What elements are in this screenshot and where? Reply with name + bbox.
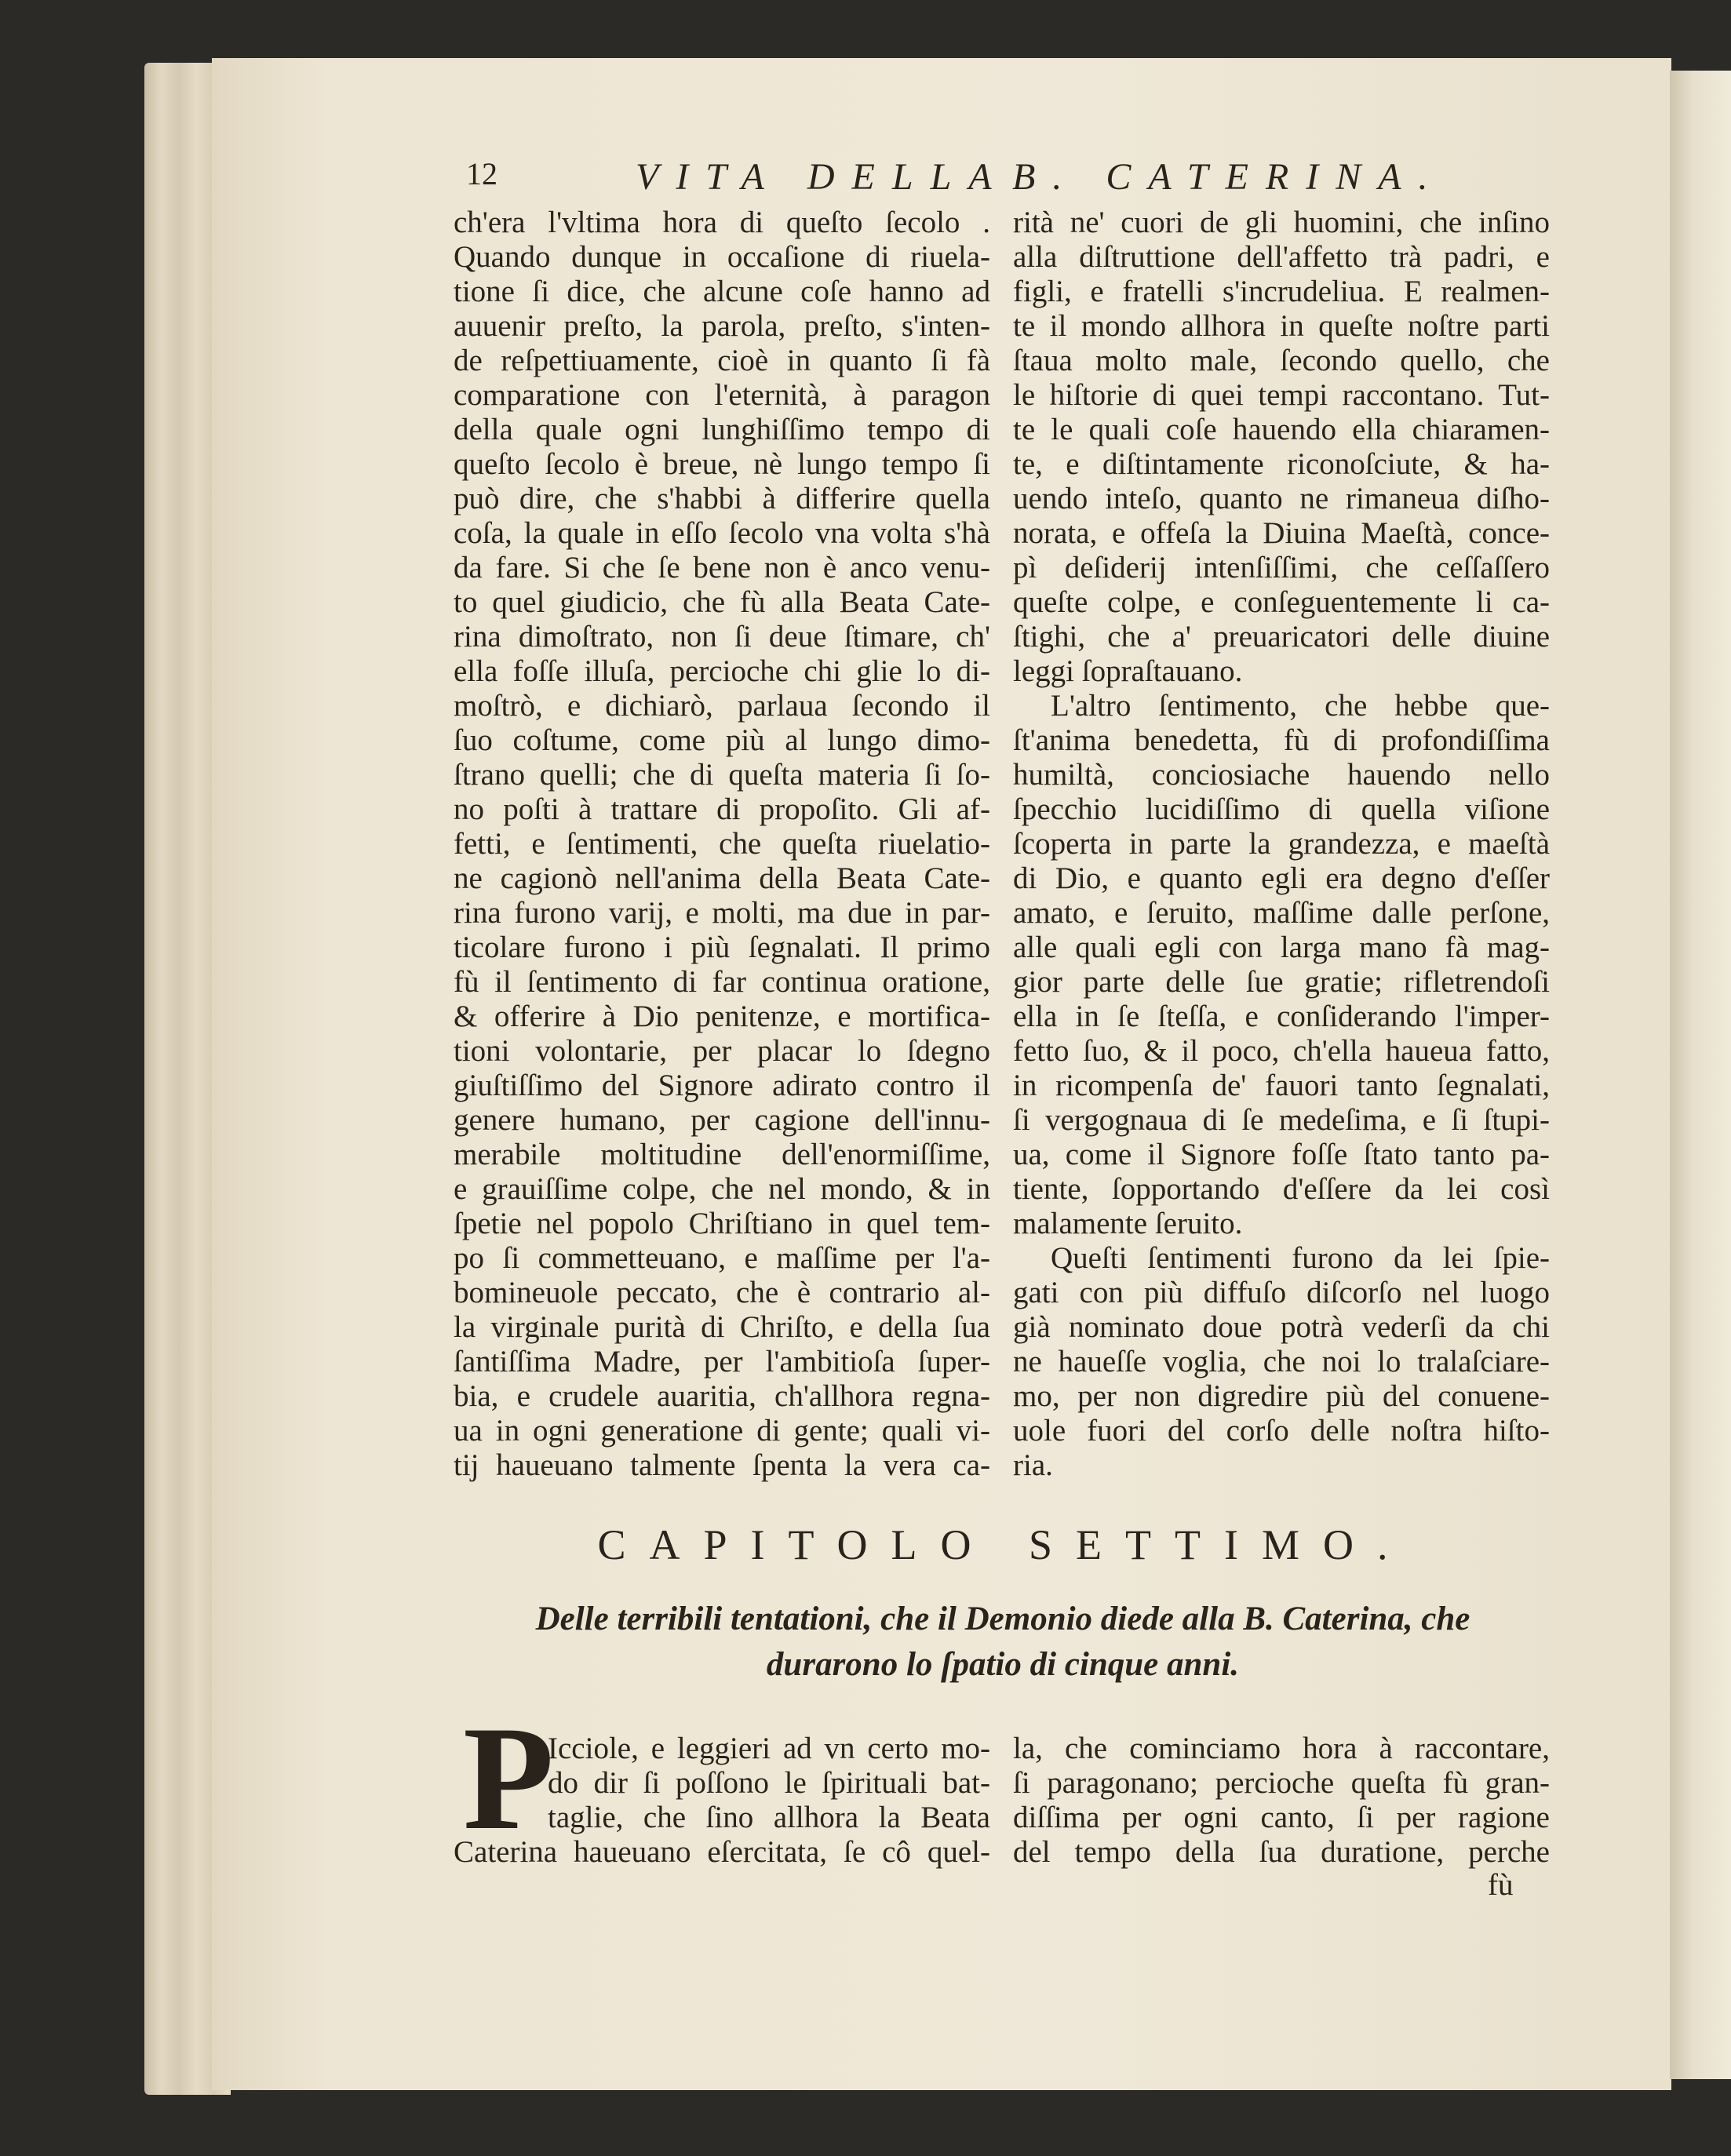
text-line: fetto ſuo, & il poco, ch'ella haueua fatto, (1013, 1034, 1550, 1068)
text-line: del tempo della ſua duratione, perche (1013, 1835, 1550, 1869)
drop-cap: P (463, 1696, 555, 1861)
text-line: diſſima per ogni canto, ſi per ragione (1013, 1801, 1550, 1834)
text-line: ella in ſe ſteſſa, e conſiderando l'imper- (1013, 1000, 1550, 1033)
facing-page-edge (1670, 71, 1731, 2079)
text-line: tiente, ſopportando d'eſſere da lei così (1013, 1172, 1550, 1206)
text-line: già nominato doue potrà vederſi da chi (1013, 1310, 1550, 1344)
text-line: alle quali egli con larga mano fà mag- (1013, 931, 1550, 964)
text-line: ella foſſe illuſa, percioche chi glie lo di- (454, 654, 990, 688)
text-line: gati con più diffuſo diſcorſo nel luogo (1013, 1276, 1550, 1309)
text-line: ſpetie nel popolo Chriſtiano in quel tem- (454, 1207, 990, 1240)
text-line: ſi vergognaua di ſe medeſima, e ſi ſtupi- (1013, 1103, 1550, 1137)
chapter-heading: CAPITOLO SETTIMO. (597, 1521, 1412, 1568)
text-line: humiltà, conciosiache hauendo nello (1013, 758, 1550, 792)
text-line: rina furono varij, e molti, ma due in par- (454, 896, 990, 930)
text-line: pì deſiderij intenſiſſimi, che ceſſaſſero (1013, 551, 1550, 585)
text-line: leggi ſopraſtauano. (1013, 654, 1243, 688)
text-line: bomineuole peccato, che è contrario al- (454, 1276, 990, 1309)
text-line: te le quali coſe hauendo ella chiaramen- (1013, 413, 1550, 446)
text-line: ſtighi, che a' preuaricatori delle diuine (1013, 620, 1550, 654)
text-line: ua, come il Signore foſſe ſtato tanto pa- (1013, 1138, 1550, 1171)
text-line: Icciole, e leggieri ad vn certo mo- (548, 1732, 990, 1765)
text-line: do dir ſi poſſono le ſpirituali bat- (548, 1766, 990, 1800)
chapter-right-column (1013, 1732, 1550, 1870)
text-line: Queſti ſentimenti furono da lei ſpie- (1051, 1241, 1550, 1275)
text-line: merabile moltitudine dell'enormiſſime, (454, 1138, 990, 1171)
text-line: ua in ogni generatione di gente; quali vi- (454, 1414, 990, 1448)
chapter-left-column (454, 1732, 990, 1870)
text-line: e grauiſſime colpe, che nel mondo, & in (454, 1172, 990, 1206)
text-line: tioni volontarie, per placar lo ſdegno (454, 1034, 990, 1068)
text-line: ſuo coſtume, come più al lungo dimo- (454, 723, 990, 757)
text-line: di Dio, e quanto egli era degno d'eſſer (1013, 861, 1550, 895)
text-line: taglie, che ſino allhora la Beata (548, 1801, 990, 1834)
text-line: amato, e ſeruito, maſſime dalle perſone, (1013, 896, 1550, 930)
text-line: po ſi commetteuano, e maſſime per l'a- (454, 1241, 990, 1275)
text-line: & offerire à Dio penitenze, e mortifica- (454, 1000, 990, 1033)
text-line: mo, per non digredire più del conuene- (1013, 1379, 1550, 1413)
text-line: da fare. Si che ſe bene non è anco venu- (454, 551, 990, 585)
text-line: comparatione con l'eternità, à paragon (454, 378, 990, 412)
text-line: tione ſi dice, che alcune coſe hanno ad (454, 275, 990, 308)
text-line: le hiſtorie di quei tempi raccontano. Tut- (1013, 378, 1550, 412)
text-line: ſtrano quelli; che di queſta materia ſi ſo- (454, 758, 990, 792)
text-line: la, che cominciamo hora à raccontare, (1013, 1732, 1550, 1765)
text-line: queſto ſecolo è breue, nè lungo tempo ſi (454, 447, 990, 481)
text-line: ſtaua molto male, ſecondo quello, che (1013, 344, 1550, 377)
text-line: giuſtiſſimo del Signore adirato contro il (454, 1069, 990, 1102)
chapter-subtitle-line: Delle terribili tentationi, che il Demonio diede alla B. Caterina, che (535, 1601, 1470, 1637)
text-line: ſcoperta in parte la grandezza, e maeſtà (1013, 827, 1550, 861)
text-line: uendo inteſo, quanto ne rimaneua diſho- (1013, 482, 1550, 515)
text-line: te, e diſtintamente riconoſciute, & ha- (1013, 447, 1550, 481)
chapter-subtitle (454, 1597, 1552, 1688)
text-line: ſantiſſima Madre, per l'ambitioſa ſuper- (454, 1345, 990, 1378)
text-line: auuenir preſto, la parola, preſto, s'inten- (454, 309, 990, 343)
text-line: queſte colpe, e conſeguentemente li ca- (1013, 585, 1550, 619)
text-line: rità ne' cuori de gli huomini, che inſino (1013, 206, 1550, 239)
text-line: tij haueuano talmente ſpenta la vera ca- (454, 1448, 990, 1482)
text-line: norata, e offeſa la Diuina Maeſtà, conce- (1013, 516, 1550, 550)
text-line: della quale ogni lunghiſſimo tempo di (454, 413, 990, 446)
text-line: uole fuori del corſo delle noſtra hiſto- (1013, 1414, 1550, 1448)
text-line: ne haueſſe voglia, che noi lo tralaſciare- (1013, 1345, 1550, 1378)
text-line: ch'era l'vltima hora di queſto ſecolo . (454, 206, 990, 239)
text-line: rina dimoſtrato, non ſi deue ſtimare, ch' (454, 620, 990, 654)
text-line: ria. (1013, 1448, 1053, 1482)
running-header (454, 155, 1552, 199)
text-line: ſpecchio lucidiſſimo di quella viſione (1013, 792, 1550, 826)
text-line: Caterina haueuano eſercitata, ſe cô quel- (454, 1835, 990, 1869)
text-line: può dire, che s'habbi à differire quella (454, 482, 990, 515)
text-line: ticolare furono i più ſegnalati. Il primo (454, 931, 990, 964)
text-line: ſt'anima benedetta, fù di profondiſſima (1013, 723, 1550, 757)
text-line: no poſti à trattare di propoſito. Gli af- (454, 792, 990, 826)
header-title-left: VITA DELLA (636, 156, 1009, 198)
text-line: te il mondo allhora in queſte noſtre parti (1013, 309, 1550, 343)
chapter-subtitle-line: durarono lo ſpatio di cinque anni. (766, 1646, 1240, 1683)
text-line: L'altro ſentimento, che hebbe que- (1051, 689, 1550, 723)
catchword: fù (1488, 1868, 1514, 1902)
left-text-column (454, 206, 990, 1483)
text-line: gior parte delle ſue gratie; rifletrendoſi (1013, 965, 1550, 999)
text-line: genere humano, per cagione dell'innu- (454, 1103, 990, 1137)
text-line: coſa, la quale in eſſo ſecolo vna volta s'hà (454, 516, 990, 550)
page-number: 12 (466, 156, 497, 191)
text-line: malamente ſeruito. (1013, 1207, 1243, 1240)
text-line: moſtrò, e dichiarò, parlaua ſecondo il (454, 689, 990, 723)
text-line: la virginale purità di Chriſto, e della ſua (454, 1310, 990, 1344)
text-line: de reſpettiuamente, cioè in quanto ſi fà (454, 344, 990, 377)
text-line: figli, e fratelli s'incrudeliua. E realmen- (1013, 275, 1550, 308)
right-text-column (1013, 206, 1550, 1483)
text-line: alla diſtruttione dell'affetto trà padri, e (1013, 240, 1550, 274)
text-line: fetti, e ſentimenti, che queſta riuelatio- (454, 827, 990, 861)
text-line: bia, e crudele auaritia, ch'allhora regna- (454, 1379, 990, 1413)
header-title-right: B. CATERINA. (1012, 156, 1445, 198)
text-line: ſi paragonano; percioche queſta fù gran- (1013, 1766, 1550, 1800)
text-line: ne cagionò nell'anima della Beata Cate- (454, 861, 990, 895)
text-line: to quel giudicio, che fù alla Beata Cate- (454, 585, 990, 619)
text-line: in ricompenſa de' fauori tanto ſegnalati, (1013, 1069, 1550, 1102)
text-line: fù il ſentimento di far continua oratione, (454, 965, 990, 999)
text-line: Quando dunque in occaſione di riuela- (454, 240, 990, 274)
